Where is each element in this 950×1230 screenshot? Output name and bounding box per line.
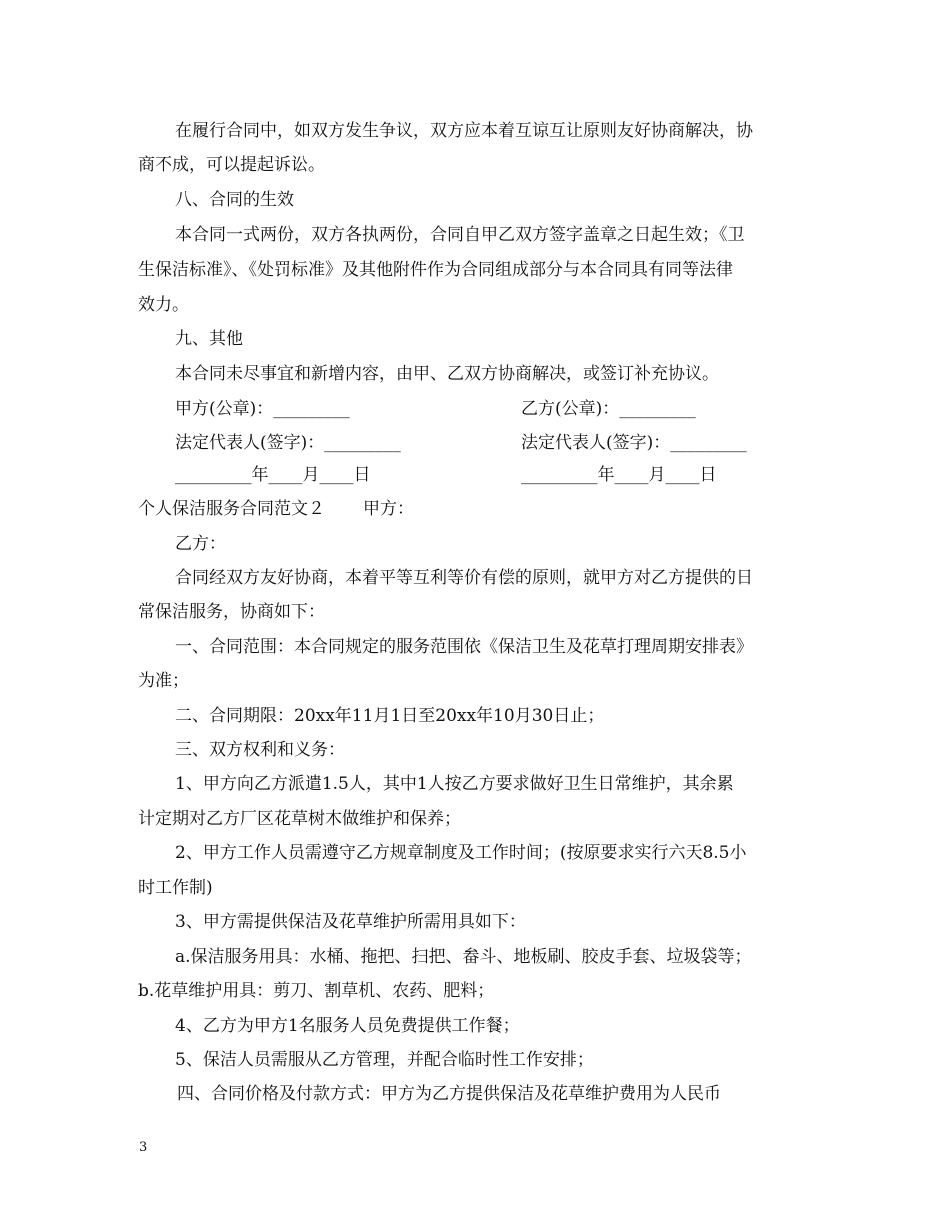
party-b-representative: 法定代表人(签字)：_________ (521, 433, 747, 453)
contract2-sub2-line1: 2、甲方工作人员需遵守乙方规章制度及工作时间；(按原要求实行六天8.5小 (175, 843, 747, 863)
contract2-intro-line2: 常保洁服务，协商如下： (138, 602, 325, 622)
paragraph-effect-line1: 本合同一式两份，双方各执两份，合同自甲乙双方签字盖章之日起生效；《卫 (175, 225, 745, 245)
paragraph-dispute-line2: 商不成，可以提起诉讼。 (138, 155, 325, 175)
party-b-seal: 乙方(公章)：_________ (521, 399, 696, 419)
contract2-item1-line1: 一、合同范围：本合同规定的服务范围依《保洁卫生及花草打理周期安排表》 (175, 637, 753, 657)
party-b-date: _________年____月____日 (521, 465, 717, 485)
contract2-party-b: 乙方： (175, 534, 226, 554)
page-number: 3 (139, 1140, 148, 1155)
text-span: 在履行合同中，如双方发生争议，双方应本着互谅互让原则友好协商解决，协 (175, 121, 753, 141)
party-a-date: _________年____月____日 (175, 465, 371, 485)
contract2-sub2-line2: 时工作制) (138, 878, 213, 898)
contract2-item3: 三、双方权利和义务： (175, 740, 345, 760)
paragraph-effect-line2: 生保洁标准》、《处罚标准》及其他附件作为合同组成部分与本合同具有同等法律 (138, 260, 733, 280)
contract2-sub1-line2: 计定期对乙方厂区花草树木做维护和保养； (138, 809, 461, 829)
heading-effectiveness: 八、合同的生效 (175, 190, 294, 210)
contract2-item2: 二、合同期限：20xx年11月1日至20xx年10月30日止； (175, 706, 605, 726)
contract2-party-a: 甲方： (363, 499, 414, 519)
heading-other: 九、其他 (175, 329, 243, 349)
contract2-sub4: 4、乙方为甲方1名服务人员免费提供工作餐； (175, 1016, 520, 1036)
contract2-intro-line1: 合同经双方友好协商，本着平等互利等价有偿的原则，就甲方对乙方提供的日 (175, 568, 753, 588)
paragraph-effect-line3: 效力。 (138, 295, 189, 315)
contract2-sub3a: a.保洁服务用具：水桶、拖把、扫把、畚斗、地板刷、胶皮手套、垃圾袋等； (175, 947, 752, 967)
contract2-item1-line2: 为准； (138, 671, 189, 691)
contract2-sub3: 3、甲方需提供保洁及花草维护所需用具如下： (175, 912, 526, 932)
contract2-item4: 四、合同价格及付款方式：甲方为乙方提供保洁及花草维护费用为人民币 (177, 1084, 721, 1104)
party-a-representative: 法定代表人(签字)：_________ (175, 433, 401, 453)
paragraph-other: 本合同未尽事宜和新增内容，由甲、乙双方协商解决，或签订补充协议。 (175, 364, 719, 384)
contract2-title: 个人保洁服务合同范文２ (138, 499, 325, 519)
contract2-sub5: 5、保洁人员需服从乙方管理，并配合临时性工作安排； (175, 1050, 594, 1070)
contract2-sub1-line1: 1、甲方向乙方派遣1.5人，其中1人按乙方要求做好卫生日常维护，其余累 (175, 774, 734, 794)
contract2-sub3b: b.花草维护用具：剪刀、割草机、农药、肥料； (138, 981, 495, 1001)
party-a-seal: 甲方(公章)：_________ (175, 399, 350, 419)
contract2-title-line (0, 498, 950, 520)
paragraph-dispute-line1 (0, 120, 950, 142)
